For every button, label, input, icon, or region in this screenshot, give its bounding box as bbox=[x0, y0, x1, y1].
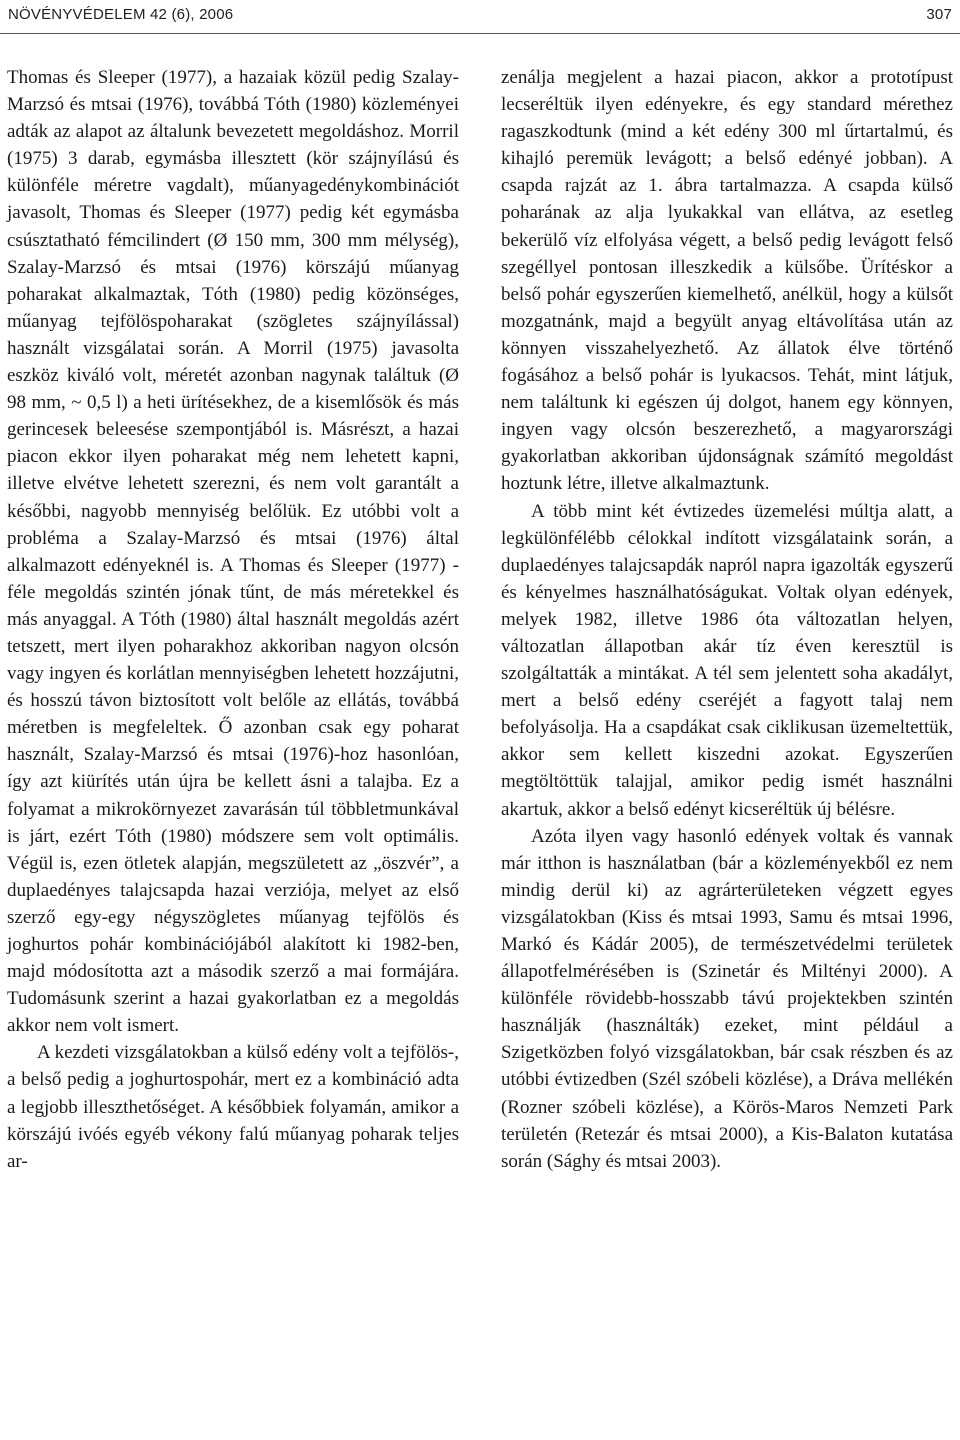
header-rule bbox=[0, 33, 960, 34]
left-paragraph-2: A kezdeti vizsgálatokban a külső edény volt a tejfölös-, a belső pedig a joghurtospohár, mert ez a kombináció adta a legjobb illeszthetőséget. A későbbiek folyamán, amikor a körszájú ivóés egyéb vékony falú műanyag poharak teljes ar- bbox=[7, 1042, 459, 1172]
running-header bbox=[8, 6, 952, 26]
right-column bbox=[501, 64, 953, 1175]
journal-citation: NÖVÉNYVÉDELEM 42 (6), 2006 bbox=[8, 6, 234, 23]
right-paragraph-3: Azóta ilyen vagy hasonló edények voltak és vannak már itthon is használatban (bár a közleményekből ez nem mindig derül ki) az agrárterületeken végzett egyes vizsgálatokban (Kiss és mtsai 1993, Samu és mtsai 1996, Markó és Kádár 2005), de természetvédelmi területek állapotfelmérésében is (Szinetár és Miltényi 2000). A különféle rövidebb-hosszabb távú projektekben szintén használják (használták) ezeket, mint például a Szigetközben folyó vizsgálatokban, bár csak részben és az utóbbi évtizedben (Szél szóbeli közlése), a Dráva mellékén (Rozner szóbeli közlése), a Körös-Maros Nemzeti Park területén (Retezár és mtsai 2000), a Kis-Balaton kutatása során (Sághy és mtsai 2003). bbox=[501, 825, 953, 1172]
right-paragraph-1: zenálja megjelent a hazai piacon, akkor a prototípust lecseréltük ilyen edényekre, és egy standard mérethez ragaszkodtunk (mind a két edény 300 ml űrtartalmú, és kihajló peremük levágott; a belső edényé jobban). A csapda rajzát az 1. ábra tartalmazza. A csapda külső poharának az alja lyukakkal van ellátva, az esetleg bekerülő víz elfolyása végett, a belső pedig levágott felső szegéllyel pontosan illeszkedik a külsőbe. Ürítéskor a belső pohár egyszerűen kiemelhető, anélkül, hogy a külsőt mozgatnánk, majd a begyült anyag eltávolítása után az könnyen visszahelyezhető. Az állatok élve történő fogásához a belső pohár is lyukacsos. Tehát, mint látjuk, nem találtunk ki egészen új dolgot, hanem egy könnyen, ingyen vagy olcsón beszerezhető, a magyarországi gyakorlatban akkoriban újdonságnak számító megoldást hoztunk létre, illetve alkalmaztunk. bbox=[501, 67, 953, 495]
left-column bbox=[7, 64, 459, 1175]
page-number: 307 bbox=[926, 6, 952, 23]
right-paragraph-2: A több mint két évtizedes üzemelési múltja alatt, a legkülönfélébb célokkal indított vizsgálataink során, a duplaedényes talajcsapdák napról napra igazolták egyszerű és kényelmes használhatóságukat. Voltak olyan edények, melyek 1982, illetve 1986 óta változatlan helyen, változatlan állapotban akár tíz éven keresztül is szolgáltatták a mintákat. A tél sem jelentett soha akadályt, mert a belső edény cseréjét a fagyott talaj nem befolyásolja. Ha a csapdákat csak ciklikusan üzemeltettük, akkor sem kellett kiszedni azokat. Egyszerűen megtöltöttük talajjal, amikor pedig ismét használni akartuk, akkor a belső edényt kicseréltük új bélésre. bbox=[501, 500, 953, 820]
left-paragraph-1: Thomas és Sleeper (1977), a hazaiak közül pedig Szalay-Marzsó és mtsai (1976), továbbá Tóth (1980) közleményei adták az alapot az általunk bevezetett megoldáshoz. Morril (1975) 3 darab, egymásba illesztett (kör szájnyílású és különféle méretre vagdalt), műanyagedénykombinációt javasolt, Thomas és Sleeper (1977) pedig két egymásba csúsztatható fémcilindert (Ø 150 mm, 300 mm mélység), Szalay-Marzsó és mtsai (1976) körszájú műanyag poharakat alkalmaztak, Tóth (1980) pedig közönséges, műanyag tejfölöspoharakat (szögletes szájnyílással) használt vizsgálatai során. A Morril (1975) javasolta eszköz kiváló volt, méretét azonban nagynak találtuk (Ø 98 mm, ~ 0,5 l) a heti ürítésekhez, de a kisemlősök és más gerincesek beleesése szempontjából is. Másrészt, a hazai piacon ekkor ilyen poharakat még nem lehetett kapni, illetve elvétve lehetett szerezni, és nem volt garantált a későbbi, nagyobb mennyiség belőlük. Ez utóbbi volt a probléma a Szalay-Marzsó és mtsai (1976) által alkalmazott edényeknél is. A Thomas és Sleeper (1977) -féle megoldás szintén jónak tűnt, de más méretekkel és más anyaggal. A Tóth (1980) által használt megoldás azért tetszett, mert ilyen poharakhoz akkoriban nagyon olcsón vagy ingyen és korlátlan mennyiségben lehetett hozzájutni, és hosszú távon biztosított volt belőle az ellátás, továbbá méretben is megfeleltek. Ő azonban csak egy poharat használt, Szalay-Marzsó és mtsai (1976)-hoz hasonlóan, így azt kiürítés után újra be kellett ásni a talajba. Ez a folyamat a mikrokörnyezet zavarásán túl többletmunkával is járt, ezért Tóth (1980) módszere sem volt optimális. Végül is, ezen ötletek alapján, megszületett az „öszvér”, a duplaedényes talajcsapda hazai verziója, melyet az első szerző egy-egy négyszögletes műanyag tejfölös és joghurtos pohár kombinációjából alakított ki 1982-ben, majd módosította azt a második szerző a mai formájára. Tudomásunk szerint a hazai gyakorlatban ez a megoldás akkor nem volt ismert. bbox=[7, 67, 459, 1037]
